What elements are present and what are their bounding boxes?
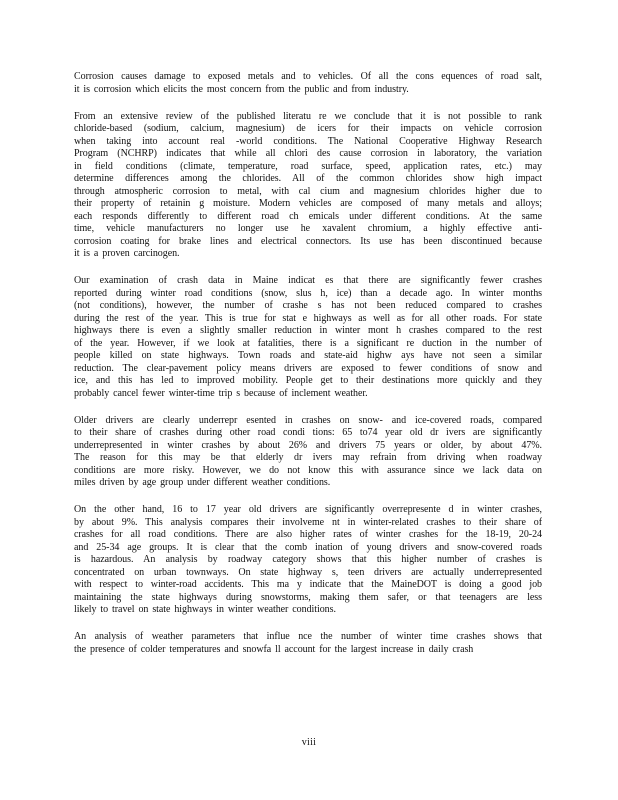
paragraph <box>74 71 542 96</box>
text-line: time, vehicle manufacturers no longer use he xavalent chromium, a highly effective anti- <box>74 223 542 235</box>
text-line: each responds differently to different road ch emicals under different conditions. At the same <box>74 210 542 222</box>
text-line: From an extensive review of the published literatu re we conclude that it is not possible to rank <box>74 110 542 122</box>
text-line: reduction. The clear-pavement policy means drivers are exposed to fewer conditions of snow and <box>74 362 542 374</box>
text-line: conditions are more risky. However, we do not know this with assurance since we lack data on <box>74 464 542 476</box>
text-line: it is corrosion which elicits the most concern from the public and from industry. <box>74 83 409 95</box>
text-line: people killed on state highways. Town roads and state-aid highw ays have not seen a similar <box>74 350 542 362</box>
text-line: Our examination of crash data in Maine indicat es that there are significantly fewer crashes <box>74 275 542 287</box>
text-line: chloride-based (sodium, calcium, magnesium) de icers for their impacts on vehicle corrosion <box>74 123 542 135</box>
text-line: it is a proven carcinogen. <box>74 248 180 260</box>
paragraph <box>74 631 542 656</box>
paragraph <box>74 275 542 400</box>
text-line: concentrated on urban townways. On state highway s, teen drivers are actually underrepresented <box>74 566 542 578</box>
page-number: viii <box>301 737 317 748</box>
text-line: On the other hand, 16 to 17 year old drivers are significantly overrepresente d in winter crashes, <box>74 504 542 516</box>
text-line: reported during winter road conditions (snow, slus h, ice) than a decade ago. In winter months <box>74 287 542 299</box>
body-text <box>74 71 542 671</box>
text-line: probably cancel fewer winter-time trip s because of inclement weather. <box>74 387 368 399</box>
paragraph <box>74 111 542 261</box>
text-line: when taking into account real -world conditions. The National Cooperative Highway Research <box>74 135 542 147</box>
text-line: by about 9%. This analysis compares their involveme nt in winter-related crashes to their share of <box>74 516 542 528</box>
text-line: determine differences among the chlorides. All of the common chlorides show high impact <box>74 173 542 185</box>
paragraph <box>74 415 542 490</box>
text-line: during the rest of the year. This is true for stat e highways as well as for all other roads. For state <box>74 312 542 324</box>
text-line: crashes for all road conditions. There are also higher rates of winter crashes for the 18-19, 20-24 <box>74 529 542 541</box>
text-line: ice, and this has led to improved mobility. People get to their destinations more quickly and they <box>74 375 542 387</box>
text-line: in field conditions (climate, temperature, road surface, speed, application rates, etc.) may <box>74 160 542 172</box>
text-line: is hazardous. An analysis by roadway category shows that this higher number of crashes is <box>74 554 542 566</box>
text-line: An analysis of weather parameters that influe nce the number of winter time crashes shows that <box>74 631 542 643</box>
text-line: through atmospheric corrosion to metal, with cal cium and magnesium chlorides higher due to <box>74 185 542 197</box>
paragraph <box>74 504 542 617</box>
text-line: (not conditions), however, the number of crashe s has not been reduced compared to crashes <box>74 300 542 312</box>
text-line: the presence of colder temperatures and snowfa ll account for the largest increase in daily crash <box>74 643 474 655</box>
text-line: likely to travel on state highways in winter weather conditions. <box>74 604 336 616</box>
text-line: miles driven by age group under different weather conditions. <box>74 477 331 489</box>
text-line: their property of retainin g moisture. Modern vehicles are composed of many metals and alloys; <box>74 198 542 210</box>
text-line: Corrosion causes damage to exposed metals and to vehicles. Of all the cons equences of road salt, <box>74 71 542 82</box>
text-line: of the year. However, if we look at fatalities, there is a significant re duction in the number of <box>74 337 542 349</box>
text-line: corrosion coating for brake lines and electrical connectors. Its use has been discontinued because <box>74 235 542 247</box>
text-line: with respect to winter-road accidents. This ma y indicate that the MaineDOT is doing a good job <box>74 579 542 591</box>
text-line: maintaining the state highways during snowstorms, making them safer, or that teenagers are less <box>74 591 542 603</box>
text-line: Program (NCHRP) indicates that while all chlori des cause corrosion in laboratory, the variation <box>74 148 542 160</box>
text-line: The reason for this may be that elderly dr ivers may refrain from driving when roadway <box>74 452 542 464</box>
text-line: and 25-34 age groups. It is clear that the comb ination of young drivers and snow-covered roads <box>74 541 542 553</box>
text-line: Older drivers are clearly underrepr esented in crashes on snow- and ice-covered roads, compared <box>74 414 542 426</box>
text-line: underrepresented in winter crashes by about 26% and drivers 75 years or older, by about 47%. <box>74 439 542 451</box>
text-line: to their share of crashes during other road condi tions: 65 to74 year old dr ivers are significantly <box>74 427 542 439</box>
text-line: highways there is even a slightly smaller reduction in winter mont h crashes compared to the rest <box>74 325 542 337</box>
